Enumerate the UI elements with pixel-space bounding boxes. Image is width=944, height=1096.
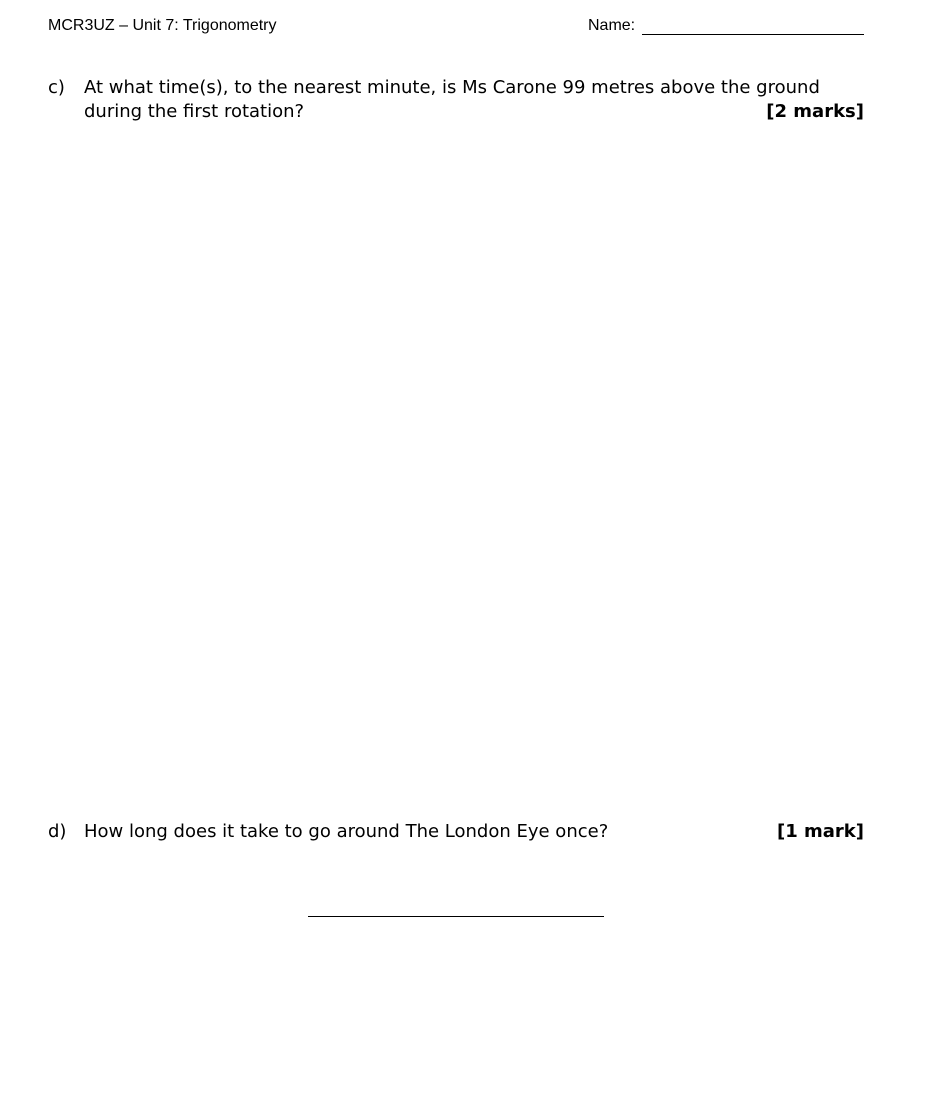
course-title: MCR3UZ – Unit 7: Trigonometry	[48, 17, 277, 34]
name-answer-line	[642, 34, 864, 35]
name-label: Name:	[588, 17, 636, 34]
question-c-text-line1: At what time(s), to the nearest minute, is Ms Carone 99 metres above the ground	[84, 77, 820, 98]
question-d	[48, 820, 748, 844]
question-c-text-line2: during the first rotation?	[84, 101, 305, 122]
question-c	[48, 76, 864, 124]
question-d-letter: d)	[48, 821, 67, 842]
question-c-letter: c)	[48, 77, 65, 98]
answer-line	[308, 916, 604, 917]
question-d-text: How long does it take to go around The London Eye once?	[84, 821, 609, 842]
question-d-marks: [1 mark]	[777, 821, 864, 842]
question-c-marks: [2 marks]	[766, 101, 864, 122]
